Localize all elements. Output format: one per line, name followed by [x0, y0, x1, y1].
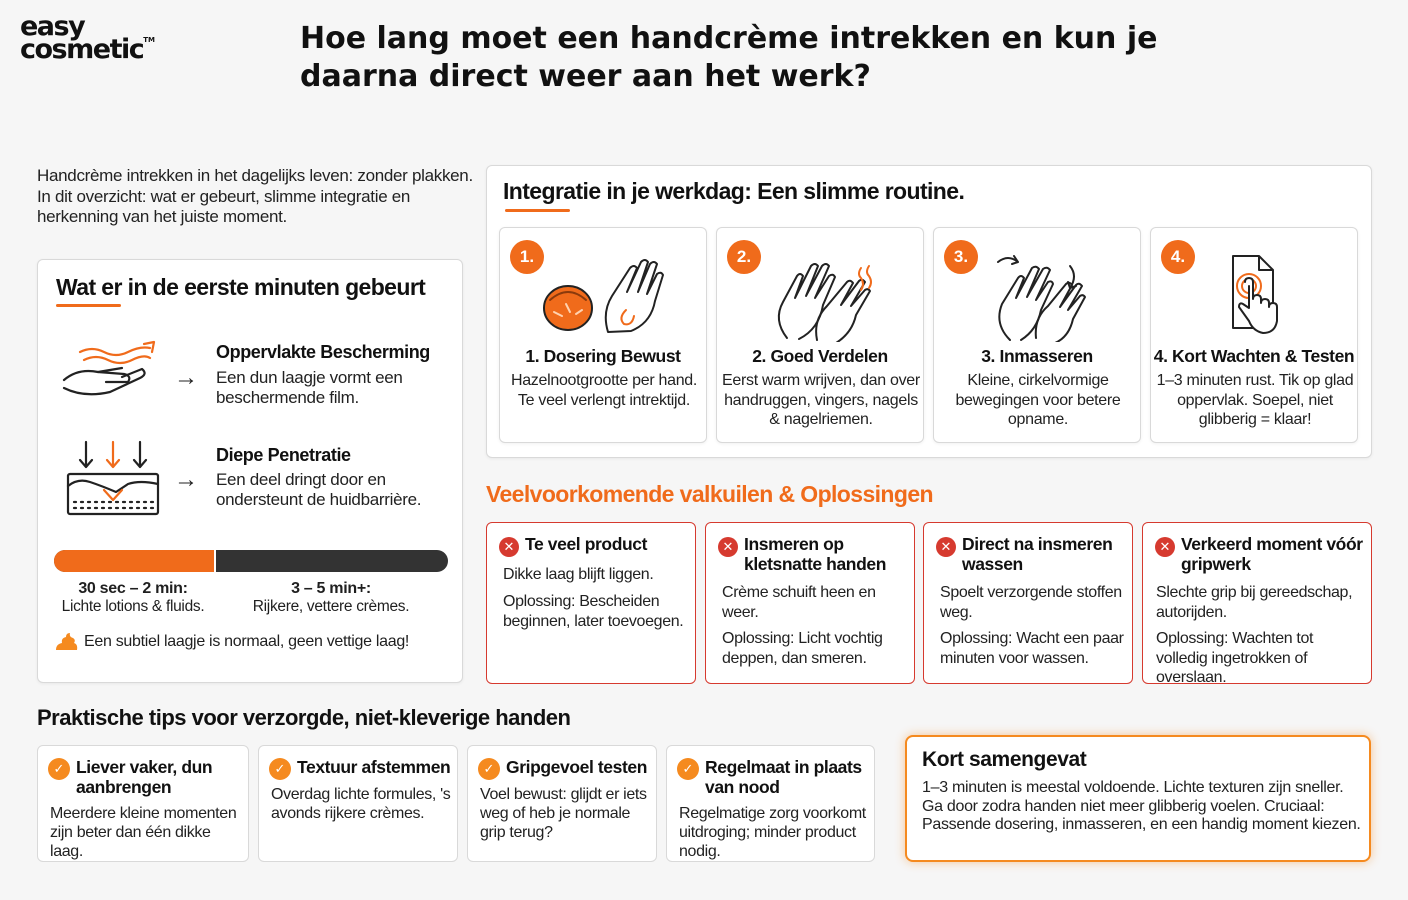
routine-step	[933, 227, 1141, 443]
intro-text: Handcrème intrekken in het dagelijks leven: zonder plakken. In dit overzicht: wat er gebeurt, slimme integratie en herkenning van het juiste moment.	[37, 166, 473, 226]
step-text: Kleine, cirkelvormige bewegingen voor betere opname.	[955, 372, 1121, 428]
routine-step	[499, 227, 707, 443]
cream-dollop-icon	[54, 632, 78, 652]
phase-head: Diepe Penetratie	[216, 445, 351, 465]
pitfall-solution: Oplossing: Bescheiden beginnen, later toevoegen.	[503, 593, 684, 630]
tip-card	[467, 745, 657, 862]
summary-text: 1–3 minuten is meestal voldoende. Lichte texturen zijn sneller. Ga door zodra handen niet meer glibberig voelen. Cruciaal: Passende dosering, inmasseren, en een handig moment kiezen.	[922, 779, 1361, 833]
pitfall-problem: Spoelt verzorgende stoffen weg.	[940, 584, 1122, 621]
first-minutes-panel	[37, 259, 463, 683]
page-title: Hoe lang moet een handcrème intrekken en kun je daarna direct weer aan het werk?	[300, 21, 1158, 94]
tip-title: Regelmaat in plaats van nood	[705, 757, 862, 797]
pitfalls-title: Veelvoorkomende valkuilen & Oplossingen	[486, 481, 933, 507]
checkmark-icon: ✓	[677, 758, 699, 780]
logo-tm: TM	[143, 36, 155, 45]
tips-title: Praktische tips voor verzorgde, niet-kleverige handen	[37, 705, 571, 730]
timeline-rich-label	[238, 580, 424, 616]
phase-head: Oppervlakte Bescherming	[216, 342, 430, 362]
pitfall-card	[486, 522, 696, 684]
checkmark-icon: ✓	[478, 758, 500, 780]
tip-text: Meerdere kleine momenten zijn beter dan één dikke laag.	[50, 805, 237, 860]
timeline-rich-time: 3 – 5 min+:	[291, 580, 371, 597]
arrow-right-icon: →	[174, 364, 198, 391]
title-underline	[505, 209, 570, 212]
tip-text: Overdag lichte formules, 's avonds rijkere crèmes.	[271, 786, 451, 822]
step-number: 1.	[510, 240, 544, 274]
timeline-rich-desc: Rijkere, vettere crèmes.	[252, 598, 410, 615]
absorption-timeline-bar	[54, 550, 448, 572]
pitfall-title: Verkeerd moment vóór gripwerk	[1181, 534, 1363, 574]
close-x-icon: ✕	[1155, 537, 1175, 557]
hazelnut-hand-icon	[540, 252, 670, 342]
close-x-icon: ✕	[499, 537, 519, 557]
pitfall-problem: Crème schuift heen en weer.	[722, 584, 876, 621]
timeline-light-desc: Lichte lotions & fluids.	[61, 598, 205, 615]
tip-card	[37, 745, 249, 862]
routine-panel	[486, 165, 1372, 458]
pitfall-title: Direct na insmeren wassen	[962, 534, 1113, 574]
pitfall-problem: Dikke laag blijft liggen.	[503, 566, 654, 583]
hand-shield-icon	[60, 338, 164, 403]
phase-text: Een dun laagje vormt een beschermende film.	[216, 368, 403, 407]
tip-text: Voel bewust: glijdt er iets weg of heb je normale grip terug?	[480, 786, 647, 841]
step-title: 3. Inmasseren	[981, 346, 1093, 366]
pitfall-card	[705, 522, 915, 684]
close-x-icon: ✕	[718, 537, 738, 557]
pitfall-card	[1142, 522, 1372, 684]
pitfall-solution: Oplossing: Wacht een paar minuten voor wassen.	[940, 630, 1124, 667]
massaging-hands-icon	[974, 252, 1104, 342]
tip-title: Gripgevoel testen	[506, 757, 648, 777]
arrow-right-icon: →	[174, 466, 198, 493]
note	[54, 632, 409, 652]
note-text: Een subtiel laagje is normaal, geen vettige laag!	[84, 633, 410, 650]
brand-logo	[20, 11, 180, 66]
step-text: Hazelnootgrootte per hand. Te veel verlengt intrektijd.	[510, 372, 698, 409]
pitfall-title: Te veel product	[525, 534, 648, 554]
checkmark-icon: ✓	[269, 758, 291, 780]
pitfall-solution: Oplossing: Wachten tot volledig ingetrokken of overslaan.	[1156, 630, 1314, 686]
skin-penetration-icon	[64, 438, 162, 523]
tip-card	[666, 745, 875, 862]
timeline-light-time: 30 sec – 2 min:	[78, 580, 188, 597]
phase-text: Een deel dringt door en ondersteunt de huidbarrière.	[216, 470, 422, 509]
logo-line2: cosmetic	[20, 34, 144, 66]
routine-title: Integratie in je werkdag: Een slimme routine.	[503, 178, 965, 204]
step-number: 3.	[944, 240, 978, 274]
first-minutes-title: Wat er in de eerste minuten gebeurt	[56, 274, 426, 300]
pitfall-solution: Oplossing: Licht vochtig deppen, dan smeren.	[722, 630, 883, 667]
pitfall-card	[923, 522, 1133, 684]
close-x-icon: ✕	[936, 537, 956, 557]
step-number: 4.	[1161, 240, 1195, 274]
step-title: 4. Kort Wachten & Testen	[1153, 346, 1355, 366]
touch-test-icon	[1191, 252, 1321, 342]
step-number: 2.	[727, 240, 761, 274]
summary-box	[905, 735, 1371, 862]
tip-title: Textuur afstemmen	[297, 757, 451, 777]
timeline-light-segment	[54, 550, 216, 572]
tip-card	[258, 745, 458, 862]
step-text: Eerst warm wrijven, dan over handruggen, vingers, nagels & nagelriemen.	[722, 372, 920, 428]
logo-line1: easy	[20, 11, 85, 42]
tip-text: Regelmatige zorg voorkomt uitdroging; minder product nodig.	[679, 805, 866, 860]
pitfall-problem: Slechte grip bij gereedschap, autorijden.	[1156, 584, 1353, 621]
rubbing-hands-icon	[757, 252, 887, 342]
title-underline	[56, 304, 121, 307]
pitfall-title: Insmeren op kletsnatte handen	[744, 534, 886, 574]
summary-title: Kort samengevat	[922, 748, 1087, 771]
timeline-light-label	[48, 580, 218, 616]
checkmark-icon: ✓	[48, 758, 70, 780]
step-text: 1–3 minuten rust. Tik op glad oppervlak. Soepel, niet glibberig = klaar!	[1156, 372, 1354, 428]
routine-step	[716, 227, 924, 443]
step-title: 2. Goed Verdelen	[752, 346, 888, 366]
tip-title: Liever vaker, dun aanbrengen	[76, 757, 213, 797]
routine-step	[1150, 227, 1358, 443]
step-title: 1. Dosering Bewust	[525, 346, 681, 366]
